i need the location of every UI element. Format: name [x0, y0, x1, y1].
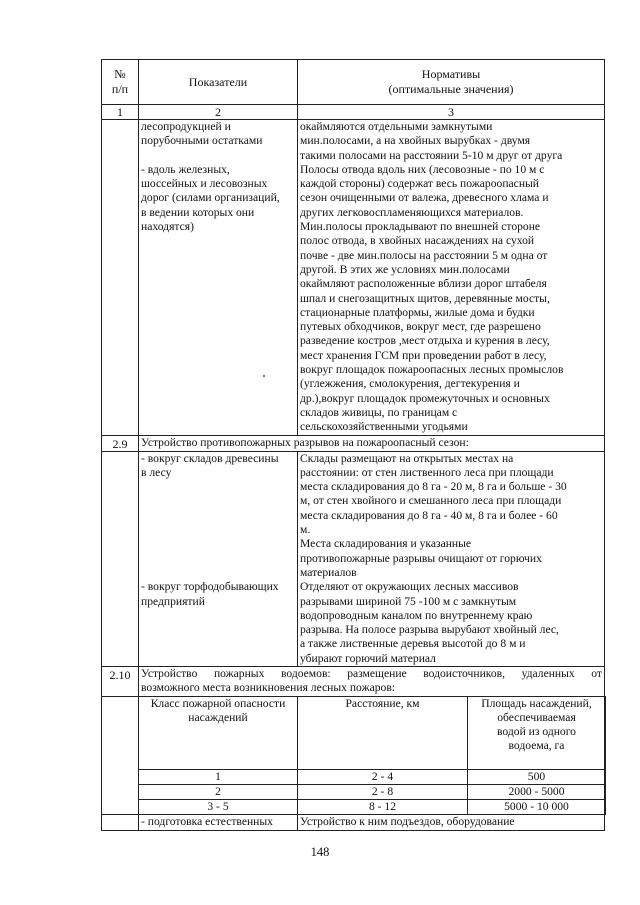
text-line: Отделяют от окружающих лесных массивов — [300, 580, 519, 594]
text-line: расстоянии: от стен лиственного леса при площади — [300, 465, 554, 479]
section-index: 2.9 — [102, 435, 139, 451]
text-line: материалов — [300, 565, 357, 579]
norms-table-page — [101, 59, 604, 831]
water-table-row — [139, 800, 606, 815]
header-norms-line: (оптимальные значения) — [388, 82, 514, 96]
water-table-cell — [139, 696, 605, 815]
text-line: находятся) — [141, 220, 194, 234]
text-line: складов живицы, по границам с — [300, 405, 458, 419]
empty-index — [102, 696, 139, 815]
column-number: 2 — [139, 105, 298, 120]
section-title-line: Устройство пожарных водоемов: размещение водоисточников, удаленных от — [141, 666, 602, 680]
text-line: мин.полосами, а на хвойных вырубках - двумя — [300, 134, 531, 148]
text-line: почве - две мин.полосы на расстоянии 5 м одна от — [300, 248, 548, 262]
header-indicators: Показатели — [139, 60, 298, 105]
last-norm: Устройство к ним подъездов, оборудование — [298, 815, 605, 830]
section-index: 2.10 — [102, 666, 139, 696]
header-norms-line: Нормативы — [421, 67, 481, 81]
text-line: в лесу — [141, 465, 172, 479]
text-line: окаймляют расположенные вблизи дорог штабеля — [300, 277, 547, 291]
water-cell: 2 - 4 — [298, 769, 468, 784]
water-col-header — [298, 696, 468, 769]
empty-index — [102, 451, 139, 666]
empty-index — [102, 815, 139, 830]
water-cell: 3 - 5 — [139, 800, 298, 815]
text-line: противопожарные разрывы очищают от горючих — [300, 551, 542, 565]
text-line: сезон очищенными от валежа, древесного хлама и — [300, 191, 549, 205]
text-line: путевых обходчиков, вокруг мест, где разрешено — [300, 320, 541, 334]
column-number: 3 — [298, 105, 605, 120]
last-indicator: - подготовка естественных — [139, 815, 298, 830]
text-line: Полосы отвода вдоль них (лесовозные - по 10 м с — [300, 162, 545, 176]
text-line: места складирования до 8 га - 20 м, 8 га и больше - 30 — [300, 480, 567, 494]
text-line: в ведении которых они — [141, 205, 255, 219]
header-number — [102, 60, 139, 105]
text-line: - вдоль железных, — [141, 162, 230, 176]
text-line: водопроводным каналом по внутреннему краю — [300, 608, 533, 622]
header-number-line: п/п — [111, 82, 129, 96]
table-header-row — [102, 60, 605, 105]
sub-norm-lines — [300, 452, 602, 581]
sub-norms — [298, 451, 605, 666]
header-number-line: № — [114, 67, 126, 81]
text-line: шоссейных и лесовозных — [141, 177, 268, 191]
water-table-header — [139, 696, 606, 769]
section-title — [139, 666, 605, 696]
continued-norms — [298, 120, 605, 436]
text-line: каждой стороны) содержат весь пожароопасный — [300, 177, 540, 191]
text-line: разведение костров ,мест отдыха и курения в лесу, — [300, 334, 550, 348]
text-line: водой из одного — [497, 725, 576, 739]
water-cell: 500 — [468, 769, 606, 784]
text-line: мест хранения ГСМ при проведении работ в лесу, — [300, 348, 547, 362]
sub-norm-lines — [300, 580, 602, 666]
text-line: предприятий — [141, 594, 205, 608]
text-line: Места складирования и указанные — [300, 537, 472, 551]
water-cell: 2 — [139, 784, 298, 799]
water-cell: 2000 - 5000 — [468, 784, 606, 799]
text-line: Класс пожарной опасности — [150, 696, 286, 710]
text-line: (углежжения, смолокурения, дегтекурения и — [300, 377, 520, 391]
column-number: 1 — [102, 105, 139, 120]
text-line: Площадь насаждений, — [481, 696, 592, 710]
indicator-lines — [141, 120, 295, 149]
text-line: окаймляются отдельными замкнутыми — [300, 120, 493, 133]
text-line: лесопродукцией и — [141, 120, 231, 133]
text-line: других легковоспламеняющихся материалов. — [300, 205, 524, 219]
section-2-9-body-row — [102, 451, 605, 666]
text-line: другой. В этих же условиях мин.полосами — [300, 262, 510, 276]
text-line: насаждений — [188, 710, 248, 724]
water-sources-table — [138, 696, 606, 816]
section-2-9-title-row — [102, 435, 605, 451]
water-cell: 8 - 12 — [298, 800, 468, 815]
water-col-header — [139, 696, 298, 769]
text-line: сельскохозяйственными угодьями — [300, 420, 468, 434]
text-line: Склады размещают на открытых местах на — [300, 451, 514, 465]
continued-indicator — [139, 120, 298, 436]
norms-table — [101, 59, 605, 831]
text-line: полос отвода, в хвойных насаждениях на сухой — [300, 234, 535, 248]
section-2-10-title-row — [102, 666, 605, 696]
water-cell: 2 - 8 — [298, 784, 468, 799]
section-title-line: возможного места возникновения лесных пожаров: — [141, 681, 396, 695]
sub-indicator-lines — [141, 452, 295, 481]
stray-dot — [263, 375, 265, 377]
text-line: шпал и снегозащитных щитов, деревянные мосты, — [300, 291, 550, 305]
text-line: Мин.полосы прокладывают по внешней стороне — [300, 220, 541, 234]
sub-indicators — [139, 451, 298, 666]
continued-index — [102, 120, 139, 436]
water-cell: 1 — [139, 769, 298, 784]
text-line: разрывами шириной 75 -100 м с замкнутым — [300, 594, 517, 608]
text-line: места складирования до 8 га - 40 м, 8 га и более - 60 — [300, 508, 558, 522]
text-line: Расстояние, км — [345, 696, 420, 710]
header-norms — [298, 60, 605, 105]
text-line: порубочными остатками — [141, 134, 263, 148]
text-line: дорог (силами организаций, — [141, 191, 280, 205]
text-line: - вокруг складов древесины — [141, 451, 279, 465]
text-line: стационарные платформы, жилые дома и будки — [300, 305, 535, 319]
column-number-row — [102, 105, 605, 120]
water-table-row — [139, 769, 606, 784]
text-line: др.),вокруг площадок промежуточных и основных — [300, 391, 550, 405]
text-line: убирают горючий материал — [300, 651, 436, 665]
text-line: вокруг площадок пожароопасных лесных промыслов — [300, 363, 564, 377]
water-cell: 5000 - 10 000 — [468, 800, 606, 815]
text-line: разрыва. На полосе разрыва вырубают хвойный лес, — [300, 623, 559, 637]
text-line: а также лиственные деревья высотой до 8 м и — [300, 637, 526, 651]
section-2-10-table-row — [102, 696, 605, 815]
water-col-header — [468, 696, 606, 769]
section-2-10-last-row — [102, 815, 605, 830]
indicator-lines — [141, 163, 295, 234]
text-line: такими полосами на расстоянии 5-10 м друг от друга — [300, 148, 563, 162]
text-line: м, от стен хвойного и смешанного леса при площади — [300, 494, 562, 508]
sub-indicator-lines — [141, 580, 295, 609]
section-title: Устройство противопожарных разрывов на пожароопасный сезон: — [139, 435, 605, 451]
text-line: - вокруг торфодобывающих — [141, 580, 279, 594]
page-number: 148 — [310, 845, 330, 859]
text-line: м. — [300, 523, 311, 537]
continued-row — [102, 120, 605, 436]
text-line: обеспечиваемая — [497, 710, 576, 724]
water-table-row — [139, 784, 606, 799]
text-line: водоема, га — [508, 739, 565, 753]
